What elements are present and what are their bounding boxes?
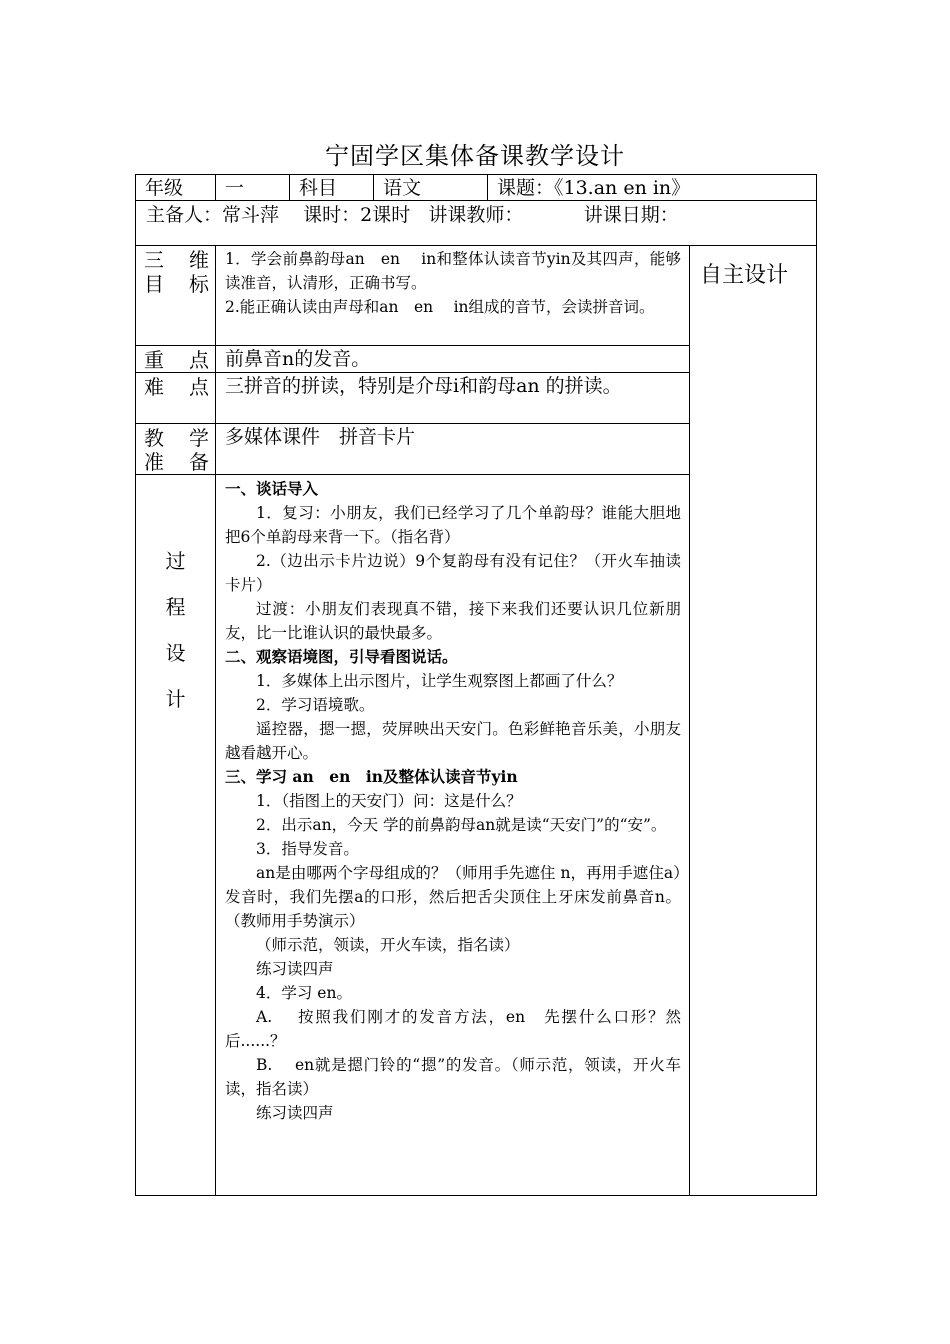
section-heading: 一、谈话导入 [225, 479, 319, 498]
process-paragraph: 4．学习 en。 [256, 984, 352, 1002]
goals-row [136, 246, 817, 346]
prep-text: 多媒体课件 拼音卡片 [225, 426, 416, 448]
header-row [136, 175, 817, 201]
process-content [216, 475, 689, 1131]
preparer-info: 主备人：常斗萍 课时：2课时 讲课教师： 讲课日期： [146, 204, 679, 226]
goal-item: 2.能正确认读由声母和an en in组成的音节，会读拼音词。 [225, 298, 655, 316]
process-paragraph: 2.（边出示卡片边说）9个复韵母有没有记住？（开火车抽读卡片） [225, 552, 681, 594]
difficulty-text: 三拼音的拼读，特别是介母i和韵母an 的拼读。 [225, 375, 622, 397]
process-paragraph: an是由哪两个字母组成的？（师用手先遮住 n，再用手遮住a）发音时，我们先摆a的口形，然后把舌尖顶住上牙床发前鼻音n。（教师用手势演示） [225, 864, 681, 930]
process-paragraph: 练习读四声 [256, 1104, 334, 1122]
process-paragraph: 1．复习：小朋友，我们已经学习了几个单韵母？谁能大胆地把6个单韵母来背一下。（指名背） [225, 504, 681, 546]
difficulty-label: 难 点 [144, 375, 209, 399]
person-row [136, 201, 817, 246]
section-heading: 三、学习 an en in及整体认读音节yin [225, 767, 518, 786]
process-paragraph: 过渡：小朋友们表现真不错，接下来我们还要认识几位新朋友，比一比谁认识的最快最多。 [225, 600, 681, 642]
goals-label: 三 维 目 标 [144, 248, 209, 296]
process-paragraph: B. en就是摁门铃的“摁”的发音。（师示范，领读，开火车读，指名读） [225, 1056, 681, 1098]
key-point-label: 重 点 [144, 348, 209, 372]
process-paragraph: 1．多媒体上出示图片，让学生观察图上都画了什么？ [256, 672, 623, 690]
goal-item: 1．学会前鼻韵母an en in和整体认读音节yin及其四声，能够读准音，认清形，正确书写。 [225, 250, 681, 292]
process-paragraph: 3．指导发音。 [256, 840, 359, 858]
lesson-topic: 课题：《13.an en in》 [497, 177, 691, 199]
process-paragraph: 1．（指图上的天安门）问：这是什么？ [256, 792, 522, 810]
self-design-label: 自主设计 [700, 263, 789, 288]
lesson-plan-table [135, 174, 817, 1196]
grade-value: 一 [225, 177, 245, 199]
key-point-text: 前鼻音n的发音。 [225, 348, 371, 370]
process-paragraph: 遥控器，摁一摁，荧屏映出天安门。色彩鲜艳音乐美，小朋友越看越开心。 [225, 720, 681, 762]
grade-label: 年级 [145, 177, 184, 199]
process-paragraph: 2．学习语境歌。 [256, 696, 375, 714]
page-title: 宁固学区集体备课教学设计 [325, 142, 625, 170]
process-paragraph: A. 按照我们刚才的发音方法，en 先摆什么口形？然后......？ [225, 1008, 681, 1050]
process-paragraph: 练习读四声 [256, 960, 334, 978]
process-paragraph: 2．出示an，今天 学的前鼻韵母an就是读“天安门”的“安”。 [256, 816, 667, 834]
subject-label: 科目 [299, 177, 338, 199]
section-heading: 二、观察语境图，引导看图说话。 [225, 647, 458, 666]
prep-label: 教 学 准 备 [144, 426, 209, 474]
process-label: 过 程 设 计 [165, 549, 186, 711]
subject-value: 语文 [383, 177, 422, 199]
process-paragraph: （师示范，领读，开火车读，指名读） [256, 936, 520, 954]
